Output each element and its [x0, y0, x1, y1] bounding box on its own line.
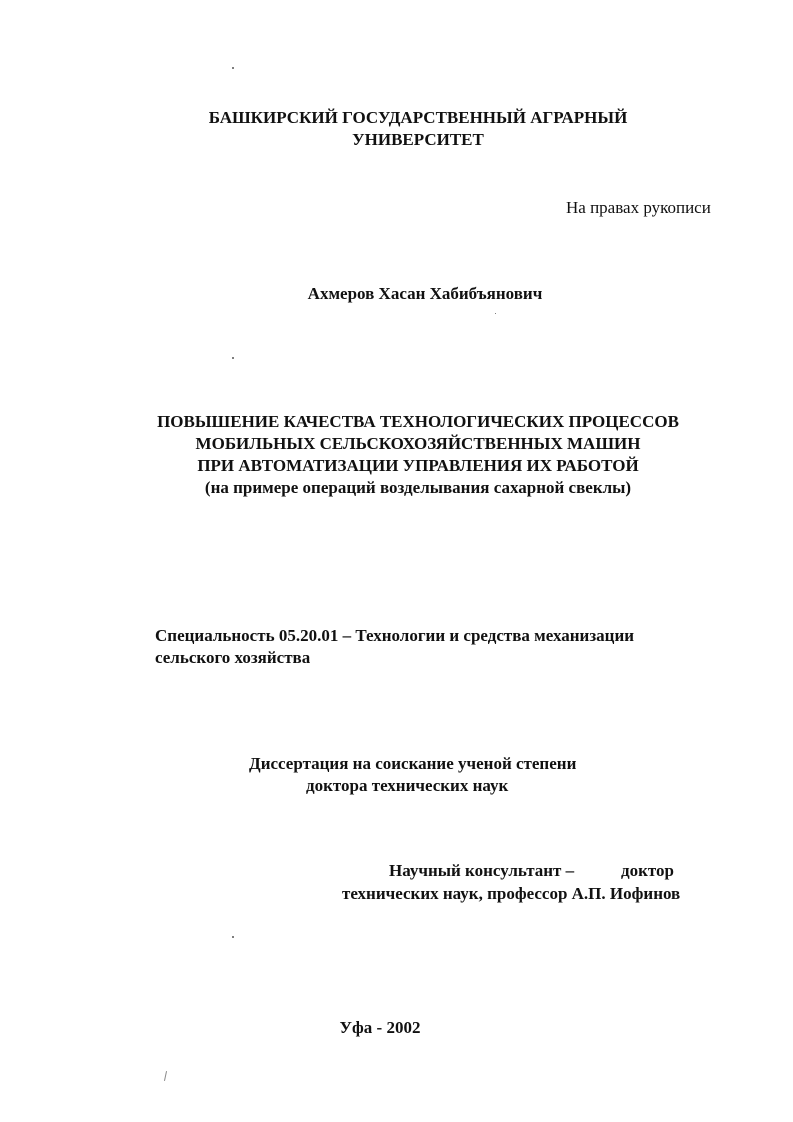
university-name-line1: БАШКИРСКИЙ ГОСУДАРСТВЕННЫЙ АГРАРНЫЙ	[208, 108, 628, 127]
author-name: Ахмеров Хасан Хабибъянович	[307, 284, 543, 303]
scan-speck	[232, 357, 234, 359]
specialty-line1: Специальность 05.20.01 – Технологии и средства механизации	[155, 626, 635, 645]
scan-speck	[232, 936, 234, 938]
dissertation-line2: доктора технических наук	[306, 776, 509, 795]
consultant-degree-word: доктор	[621, 861, 674, 880]
manuscript-note: На правах рукописи	[566, 198, 711, 217]
scan-speck	[232, 67, 234, 69]
dissertation-line1: Диссертация на соискание ученой степени	[249, 754, 577, 773]
consultant-line2: технических наук, профессор А.П. Иофинов	[342, 884, 681, 903]
scan-speck	[495, 313, 496, 314]
specialty-line2: сельского хозяйства	[155, 648, 311, 667]
title-line1: ПОВЫШЕНИЕ КАЧЕСТВА ТЕХНОЛОГИЧЕСКИХ ПРОЦЕССОВ	[157, 412, 679, 431]
scan-mark	[164, 1071, 167, 1081]
university-name-line2: УНИВЕРСИТЕТ	[352, 130, 484, 149]
title-line2: МОБИЛЬНЫХ СЕЛЬСКОХОЗЯЙСТВЕННЫХ МАШИН	[195, 434, 641, 453]
consultant-role: Научный консультант –	[389, 861, 575, 880]
place-year: Уфа - 2002	[339, 1018, 421, 1037]
title-line3: ПРИ АВТОМАТИЗАЦИИ УПРАВЛЕНИЯ ИХ РАБОТОЙ	[197, 456, 639, 475]
title-subtitle: (на примере операций возделывания сахарной свеклы)	[204, 478, 632, 497]
